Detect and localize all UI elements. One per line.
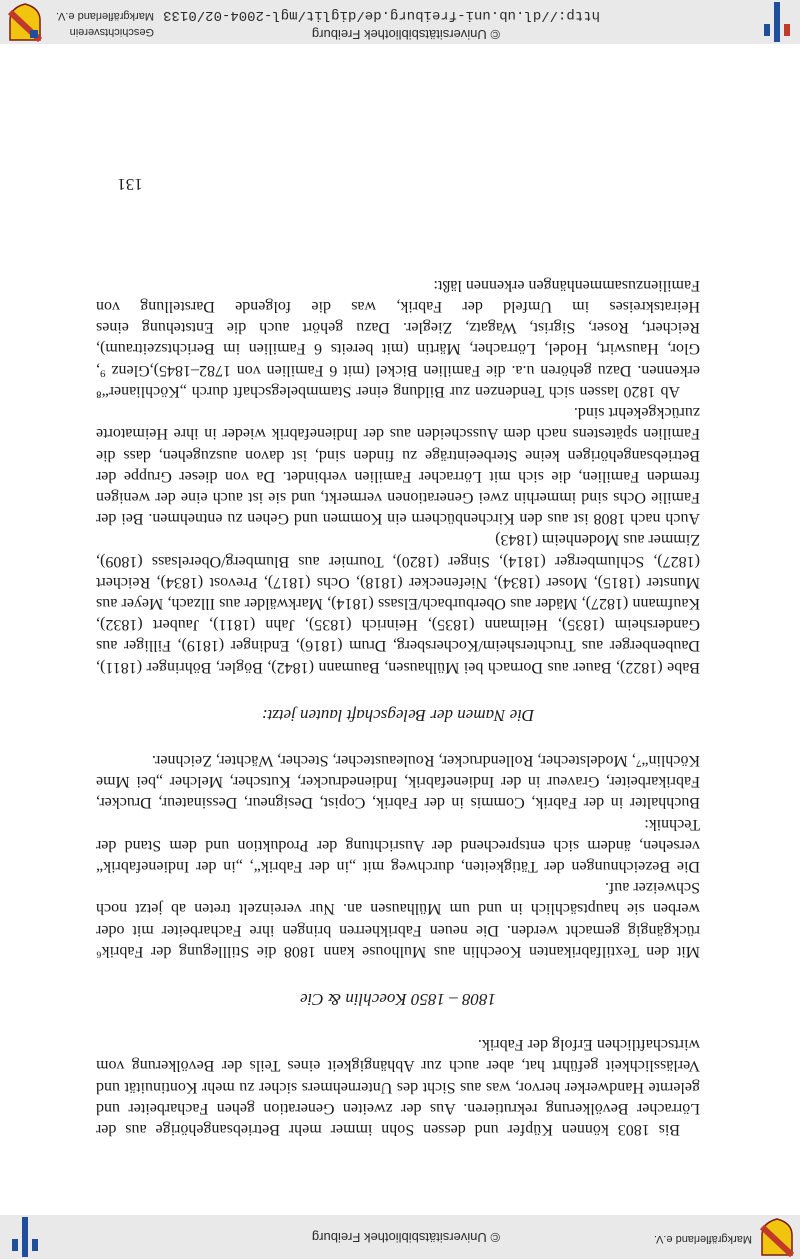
footer-credit: © Universitätsbibliothek Freiburg — [311, 27, 500, 42]
names-heading: Die Namen der Belegschaft lauten jetzt: — [261, 705, 535, 725]
footer-url[interactable]: http://dl.ub.uni-freiburg.de/diglit/mgl-2004-02/0133 — [163, 7, 600, 23]
page-number: 131 — [117, 175, 143, 194]
section-paragraph-1: Mit den Textilfabrikanten Koechlin aus Mulhouse kann 1808 die Stilllegung der Fabrik⁶ rückgängig gemacht werden. Die neuen Fabrikherren bringen ihre Facharbeiter mit oder werben sie hauptsächlich in und um Mülhausen an. Nur vereinzelt treten ab jetzt noch Schweizer auf. — [96, 879, 700, 960]
footer-society-line1: Geschichtsverein — [69, 26, 154, 38]
header-society: Markgräflerland e.V. — [653, 1233, 752, 1245]
document-text — [96, 252, 700, 1140]
footer-bar — [0, 0, 800, 44]
university-library-logo-icon — [8, 1217, 42, 1257]
section-paragraph-2: Die Bezeichnungen der Tätigkeiten, durchweg mit „in der Fabrik“, „in der Indienefabrik“ versehen, ändern sich entsprechend der Ausrichtung der Produktion und dem Stand der Technik: — [96, 815, 700, 875]
header-credit: © Universitätsbibliothek Freiburg — [311, 1230, 500, 1245]
section-paragraph-3: Buchhalter in der Fabrik, Commis in der Fabrik, Copist, Designeur, Dessinateur, Drucker, Fabrikarbeiter, Graveur in der Indienefabrik, Indienedrucker, Kutscher, Melcher „bei Mme Köchlin“⁷, Modelstecher, Rollendrucker, Rouleaustecher, Stecher, Wächter, Zeichner. — [96, 751, 700, 812]
section-heading: 1808 – 1850 Koechlin & Cie — [300, 989, 496, 1009]
families-paragraph: Ab 1820 lassen sich Tendenzen zur Bildung einer Stammbelegschaft durch „Köchlianer“⁸ erkennen. Dazu gehören u.a. die Familien Bickel (mit 6 Familien von 1782–1845),Glenz ⁹, Glor, Hauswirt, Hodel, Lörracher, Märtin (mit bereits 6 Familien im Berichtszeitraum), Reichert, Roser, Sigrist, Wagatz, Ziegler. Dazu gehört auch die Entstehung eines Heiratskreises im Umfeld der Fabrik, was die folgende Darstellung von Familienzusammenhängen erkennen läßt: — [96, 276, 700, 400]
footer-society-line2: Markgräflerland e.V. — [55, 10, 154, 22]
footer-bar-top — [0, 1215, 800, 1259]
church-paragraph: Auch nach 1808 ist aus den Kirchenbüchern ein Kommen und Gehen zu entnehmen. Bei der Familie Ochs sind immerhin zwei Generationen vermerkt, und sie ist auch eine der wenigen fremden Familien, die sich mit Lörracher Familien verbindet. Da von dieser Gruppe der Betriebsangehörigen keine Sterbeeinträge zu finden sind, ist davon auszugehen, dass die Familien spätestens nach dem Ausscheiden aus der Indienefabrik wieder in ihre Heimatorte zurückgekehrt sind. — [96, 404, 700, 528]
coat-of-arms-icon — [760, 1217, 794, 1257]
intro-paragraph: Bis 1803 können Küpfer und dessen Sohn immer mehr Betriebsangehörige aus der Lörracher Bevölkerung rekrutieren. Aus der zweiten Generation gehen Facharbeiter und gelernte Handwerker hervor, was aus Sicht des Unternehmers sicher zu mehr Kontinuität und Verlässlichkeit geführt hat, aber auch zur Abhängigkeit eines Teils der Bevölkerung vom wirtschaftlichen Erfolg der Fabrik. — [96, 1036, 700, 1138]
coat-of-arms-icon — [8, 2, 42, 42]
names-paragraph: Babe (1822), Bauer aus Dornach bei Mülhausen, Baumann (1842), Bögler, Böhringer (1811), Daubenberger aus Truchtersheim/Kochersberg, Drum (1816), Endinger (1819), Filliger aus Gandersheim (1835), Heilmann (1835), Heinrich (1835), Jahn (1811), Jaubert (1832), Kaufmann (1827), Mäder aus Oberburbach/Elsass (1814), Markwälder aus Illzach, Meyer aus Munster (1815), Moser (1834), Niefenecker (1818), Ochs (1817), Prevost (1834), Reichert (1827), Schlumberger (1814), Singer (1820), Tournier aus Blumberg/Oberelsass (1809), Zimmer aus Modenheim (1843) — [96, 531, 700, 676]
university-library-logo-icon — [760, 2, 794, 42]
